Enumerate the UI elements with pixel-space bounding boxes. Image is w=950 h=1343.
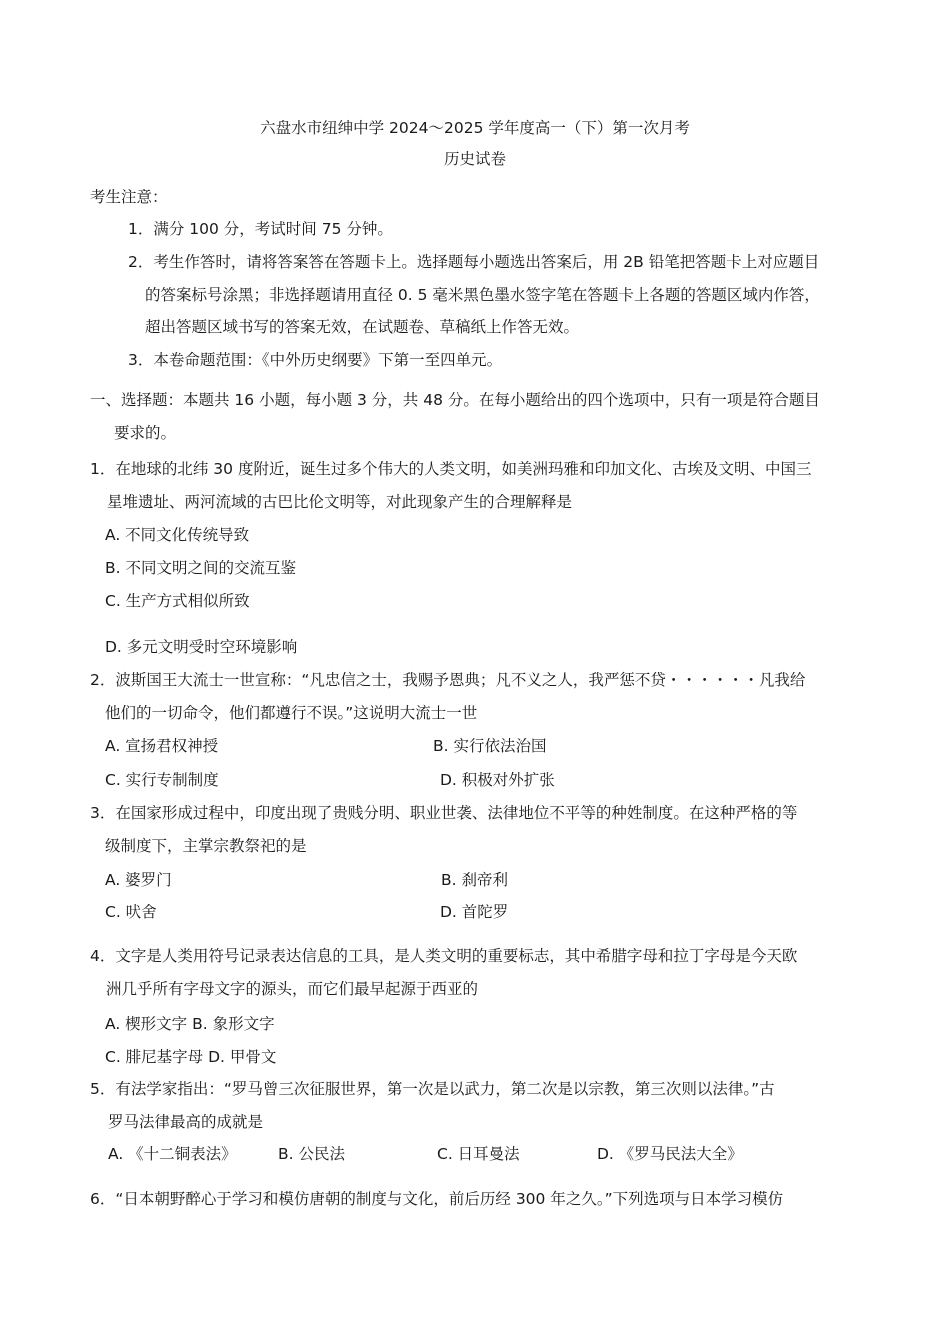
section-1-instruction-line-1: 一、选择题：本题共 16 小题，每小题 3 分，共 48 分。在每小题给出的四个选项中，只有一项是符合题目 — [90, 391, 820, 409]
question-4-options-a-b: A. 楔形文字 B. 象形文字 — [105, 1015, 275, 1033]
question-3-option-a: A. 婆罗门 — [105, 871, 172, 889]
question-4-stem-line-2: 洲几乎所有字母文字的源头，而它们最早起源于西亚的 — [106, 980, 479, 998]
question-5-option-d: D. 《罗马民法大全》 — [597, 1145, 743, 1163]
question-4-stem-line-1: 4．文字是人类用符号记录表达信息的工具，是人类文明的重要标志，其中希腊字母和拉丁字母是今天欧 — [90, 947, 798, 965]
notice-heading: 考生注意： — [90, 188, 168, 206]
notice-item-1: 1．满分 100 分，考试时间 75 分钟。 — [128, 220, 393, 238]
notice-item-2-line-2: 的答案标号涂黑；非选择题请用直径 0. 5 毫米黑色墨水签字笔在答题卡上各题的答题区域内作答， — [145, 286, 820, 304]
question-1-stem-line-1: 1．在地球的北纬 30 度附近，诞生过多个伟大的人类文明，如美洲玛雅和印加文化、古埃及文明、中国三 — [90, 460, 812, 478]
question-3-option-c: C. 吠舍 — [105, 903, 157, 921]
question-6-stem-line-1: 6．“日本朝野醉心于学习和模仿唐朝的制度与文化，前后历经 300 年之久。”下列选项与日本学习模仿 — [90, 1190, 784, 1208]
question-2-stem-line-2: 他们的一切命令，他们都遵行不误。”这说明大流士一世 — [105, 704, 478, 722]
question-2-stem-line-1: 2．波斯国王大流士一世宣称：“凡忠信之士，我赐予恩典；凡不义之人，我严惩不贷・・・・・・凡我给 — [90, 671, 806, 689]
question-2-option-b: B. 实行依法治国 — [433, 737, 547, 755]
question-1-option-c: C. 生产方式相似所致 — [105, 592, 250, 610]
question-3-stem-line-1: 3．在国家形成过程中，印度出现了贵贱分明、职业世袭、法律地位不平等的种姓制度。在这种严格的等 — [90, 804, 798, 822]
question-5-option-c: C. 日耳曼法 — [437, 1145, 520, 1163]
section-1-instruction-line-2: 要求的。 — [114, 424, 177, 442]
question-1-option-b: B. 不同文明之间的交流互鉴 — [105, 559, 296, 577]
question-2-option-c: C. 实行专制制度 — [105, 771, 219, 789]
question-5-option-b: B. 公民法 — [278, 1145, 345, 1163]
question-1-stem-line-2: 星堆遗址、两河流域的古巴比伦文明等，对此现象产生的合理解释是 — [107, 493, 573, 511]
question-3-option-d: D. 首陀罗 — [440, 903, 509, 921]
question-3-option-b: B. 刹帝利 — [441, 871, 508, 889]
question-5-stem-line-2: 罗马法律最高的成就是 — [108, 1113, 264, 1131]
notice-item-2-line-3: 超出答题区域书写的答案无效，在试题卷、草稿纸上作答无效。 — [145, 318, 580, 336]
question-5-stem-line-1: 5．有法学家指出：“罗马曾三次征服世界，第一次是以武力，第二次是以宗教，第三次则以法律。”古 — [90, 1080, 775, 1098]
notice-item-2-line-1: 2．考生作答时，请将答案答在答题卡上。选择题每小题选出答案后，用 2B 铅笔把答题卡上对应题目 — [128, 253, 820, 271]
question-4-options-c-d: C. 腓尼基字母 D. 甲骨文 — [105, 1048, 277, 1066]
notice-item-3: 3．本卷命题范围：《中外历史纲要》下第一至四单元。 — [128, 351, 503, 369]
question-1-option-d: D. 多元文明受时空环境影响 — [105, 638, 298, 656]
question-2-option-a: A. 宣扬君权神授 — [105, 737, 219, 755]
question-5-option-a: A. 《十二铜表法》 — [108, 1145, 237, 1163]
exam-title: 六盘水市纽绅中学 2024～2025 学年度高一（下）第一次月考 — [260, 119, 690, 137]
question-1-option-a: A. 不同文化传统导致 — [105, 526, 250, 544]
question-2-option-d: D. 积极对外扩张 — [440, 771, 555, 789]
question-3-stem-line-2: 级制度下，主掌宗教祭祀的是 — [105, 837, 307, 855]
exam-subtitle: 历史试卷 — [443, 150, 506, 168]
